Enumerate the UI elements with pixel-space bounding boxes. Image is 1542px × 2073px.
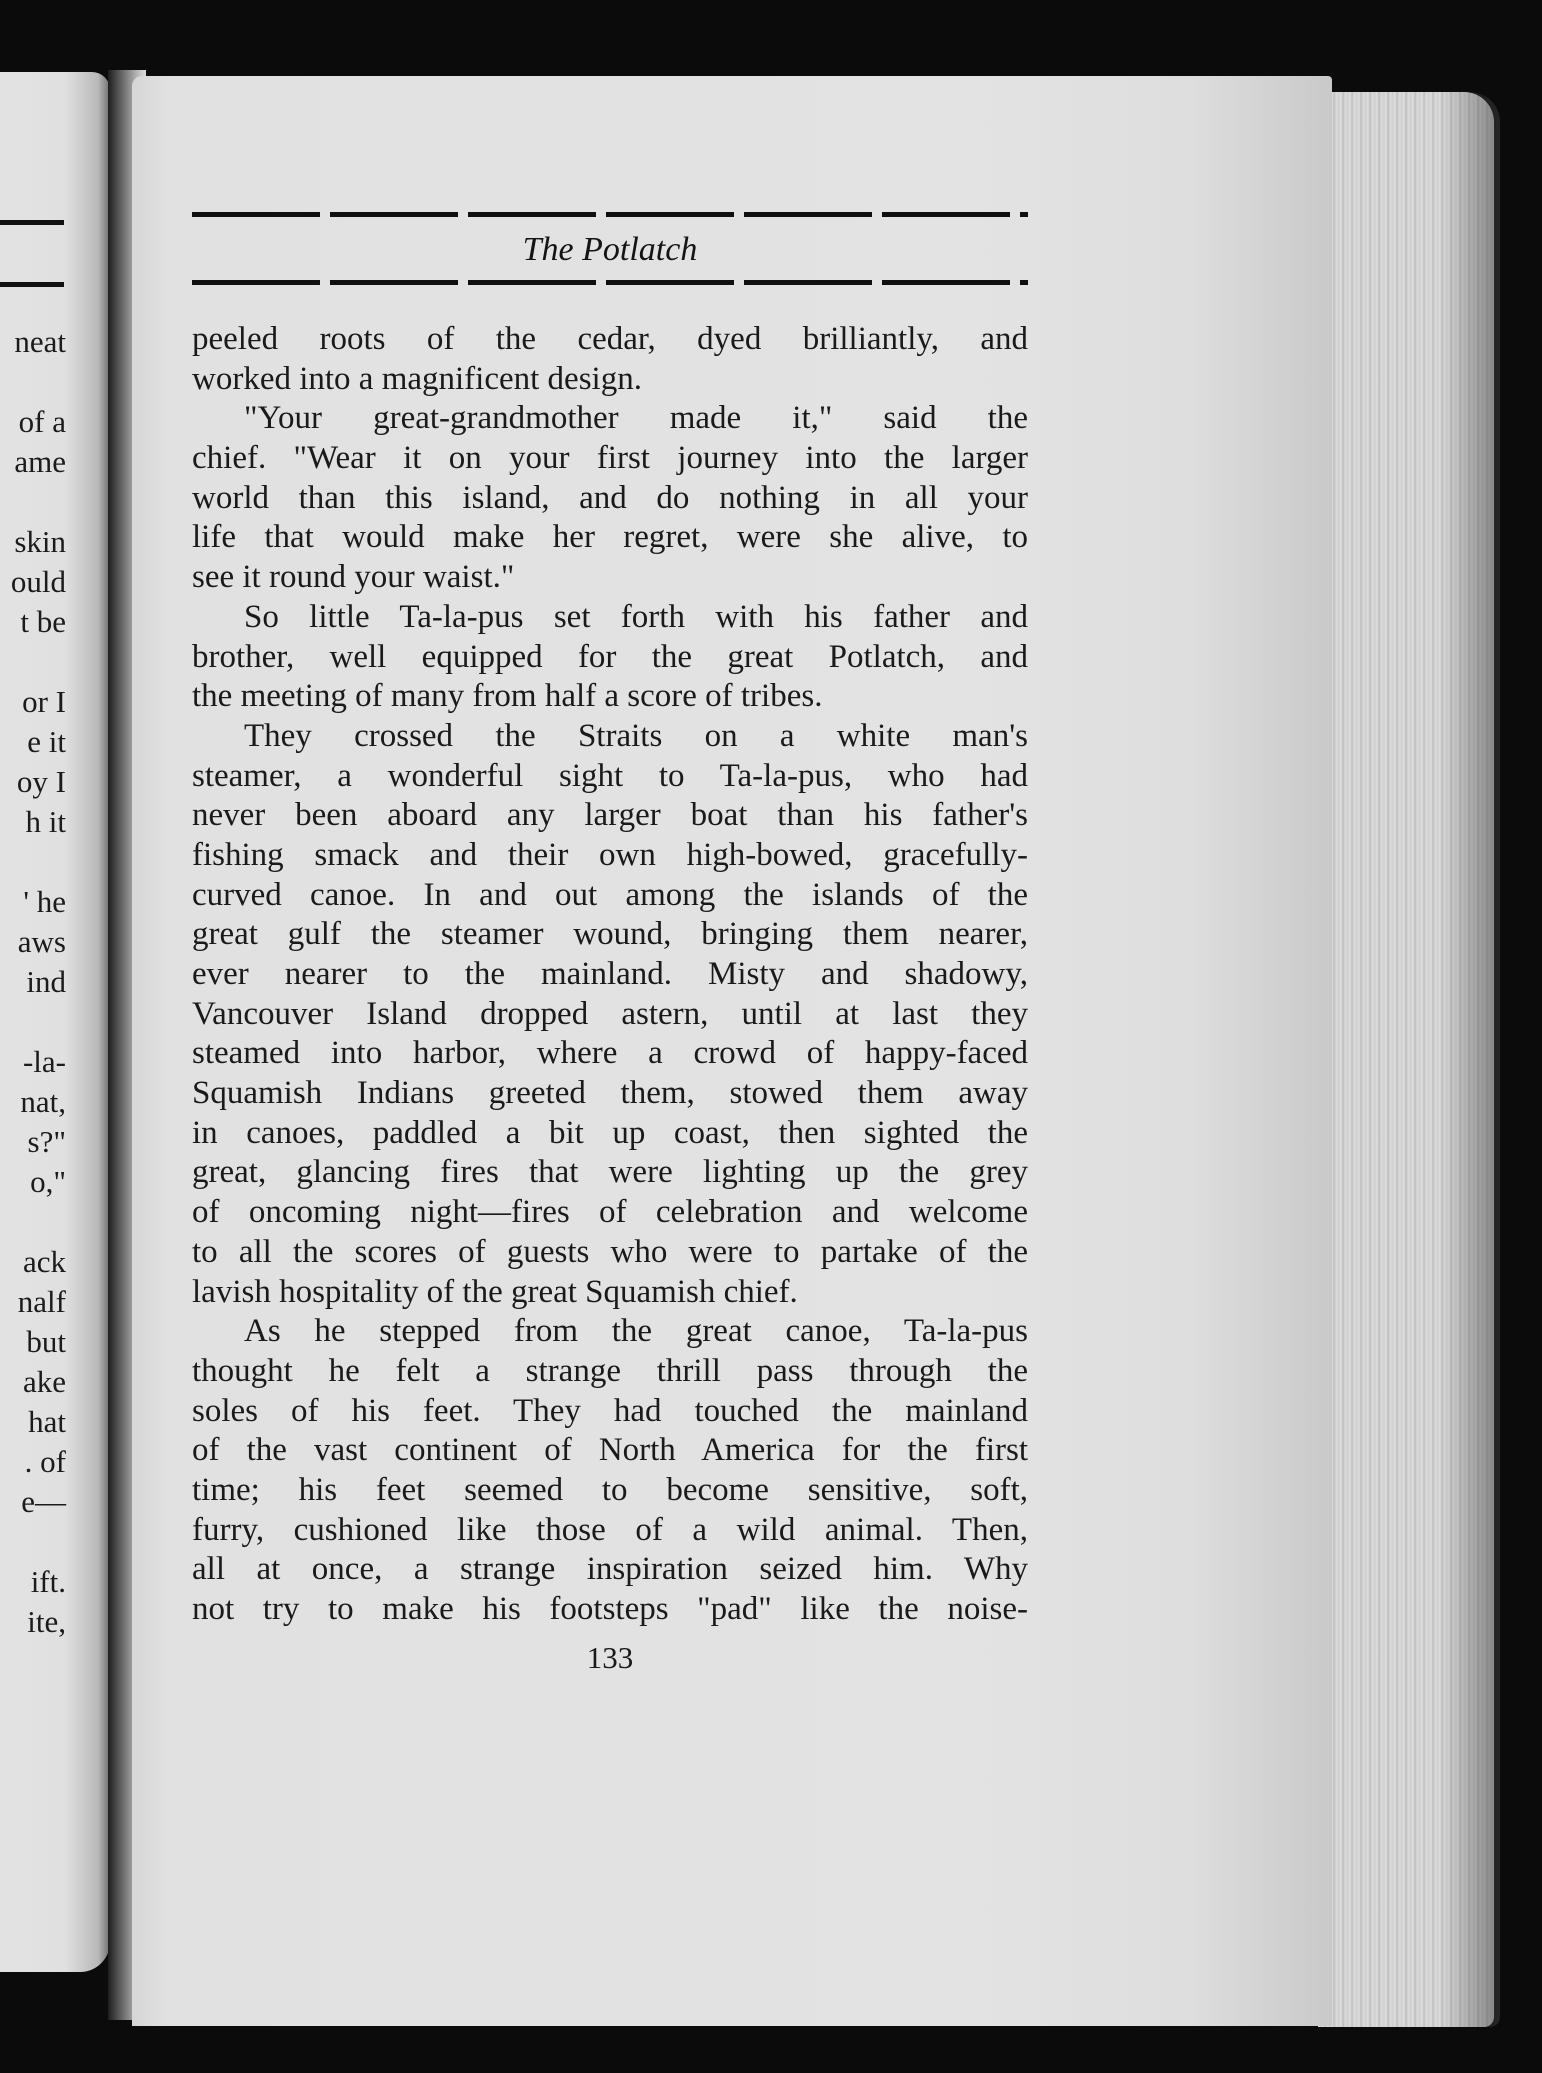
- text-line: time; his feet seemed to become sensitive, soft,: [192, 1471, 1028, 1508]
- text-line: the meeting of many from half a score of tribes.: [192, 678, 823, 715]
- text-line: see it round your waist.": [192, 559, 515, 596]
- text-line: not try to make his footsteps "pad" like the noise-: [192, 1591, 1028, 1627]
- text-line: soles of his feet. They had touched the mainland: [192, 1392, 1028, 1429]
- text-line: brother, well equipped for the great Potlatch, and: [192, 638, 1028, 675]
- text-line: So little Ta-la-pus set forth with his father and: [244, 598, 1028, 635]
- text-line: steamed into harbor, where a crowd of happy-faced: [192, 1035, 1028, 1072]
- left-page-line: e it: [27, 724, 66, 759]
- left-page-line: h it: [25, 804, 66, 839]
- left-page-line: ack: [22, 1244, 66, 1279]
- text-line: As he stepped from the great canoe, Ta-la-pus: [244, 1313, 1028, 1350]
- left-page-line: aws: [17, 924, 66, 959]
- left-page-line: ame: [14, 444, 66, 479]
- text-line: of oncoming night—fires of celebration and welcome: [192, 1194, 1028, 1231]
- left-page-line: or I: [22, 684, 66, 719]
- body-text: [192, 320, 1028, 1630]
- text-line: thought he felt a strange thrill pass through the: [192, 1352, 1028, 1389]
- left-page-line: skin: [14, 524, 66, 559]
- left-facing-page: [0, 72, 110, 1972]
- text-line: "Your great-grandmother made it," said the: [244, 400, 1028, 437]
- text-line: great gulf the steamer wound, bringing them nearer,: [192, 916, 1028, 953]
- left-page-line: s?": [27, 1124, 66, 1159]
- page-edges-shade: [1440, 92, 1500, 2027]
- header-rule-bottom: [192, 280, 1028, 285]
- text-line: worked into a magnificent design.: [192, 360, 642, 397]
- text-line: Vancouver Island dropped astern, until at last they: [192, 995, 1028, 1032]
- text-line: never been aboard any larger boat than his father's: [192, 797, 1028, 834]
- left-page-line: . of: [24, 1444, 66, 1479]
- text-line: peeled roots of the cedar, dyed brilliantly, and: [192, 321, 1028, 357]
- running-head: The Potlatch: [522, 231, 698, 268]
- left-page-line: nalf: [17, 1284, 66, 1319]
- text-line: of the vast continent of North America for the first: [192, 1432, 1028, 1469]
- text-line: in canoes, paddled a bit up coast, then sighted the: [192, 1114, 1028, 1151]
- left-page-line: ould: [10, 564, 66, 599]
- left-page-line: -la-: [22, 1044, 66, 1079]
- text-line: They crossed the Straits on a white man's: [244, 717, 1028, 754]
- left-page-line: nat,: [20, 1084, 66, 1119]
- left-page-line: o,": [30, 1164, 66, 1199]
- text-line: Squamish Indians greeted them, stowed them away: [192, 1075, 1028, 1112]
- text-line: ever nearer to the mainland. Misty and shadowy,: [192, 956, 1028, 992]
- left-header-rule-top: [0, 220, 64, 225]
- left-page-line: hat: [28, 1404, 66, 1439]
- text-line: lavish hospitality of the great Squamish chief.: [192, 1273, 798, 1310]
- left-page-line: e—: [21, 1484, 66, 1519]
- left-page-line: neat: [14, 324, 66, 359]
- text-line: great, glancing fires that were lighting up the grey: [192, 1154, 1028, 1191]
- left-page-line: ' he: [23, 884, 66, 919]
- left-page-line: but: [26, 1324, 66, 1359]
- text-line: world than this island, and do nothing in all your: [192, 479, 1028, 516]
- text-line: life that would make her regret, were she alive, to: [192, 519, 1028, 556]
- left-page-line: t be: [20, 604, 66, 639]
- left-page-line: oy I: [16, 764, 66, 799]
- text-line: curved canoe. In and out among the islands of the: [192, 876, 1028, 913]
- left-page-line: ind: [26, 964, 66, 999]
- text-line: steamer, a wonderful sight to Ta-la-pus, who had: [192, 757, 1028, 794]
- page-number: 133: [586, 1640, 634, 1675]
- text-line: furry, cushioned like those of a wild animal. Then,: [192, 1511, 1028, 1548]
- left-page-line: ite,: [27, 1604, 66, 1639]
- text-line: chief. "Wear it on your first journey into the larger: [192, 440, 1028, 477]
- left-page-line: ake: [22, 1364, 66, 1399]
- left-page-line: ift.: [30, 1564, 66, 1599]
- left-header-rule-bottom: [0, 282, 64, 287]
- text-line: fishing smack and their own high-bowed, gracefully-: [192, 836, 1028, 873]
- header-rule-top: [192, 212, 1028, 217]
- text-line: all at once, a strange inspiration seized him. Why: [192, 1551, 1028, 1588]
- left-page-line: of a: [18, 404, 66, 439]
- text-line: to all the scores of guests who were to partake of the: [192, 1233, 1028, 1270]
